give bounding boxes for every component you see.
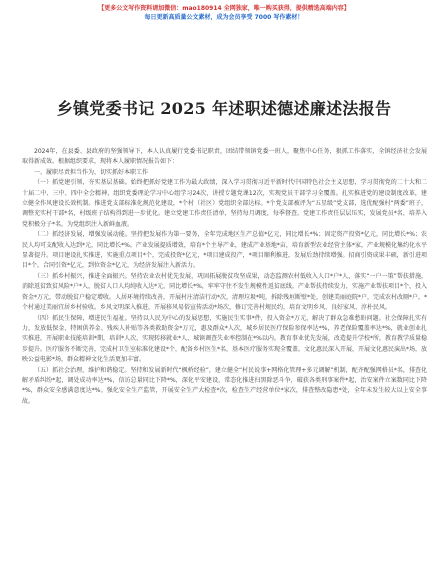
promo-line-1: 【更多公文写作资料请加微信：mao180914 全网独家，唯一购买获得，提供精选高端内容】 [98,5,350,12]
body-paragraph: （二）抓经济发展，增强发展动能。坚持把发展作为第一要务，全年完成地区生产总值*亿元，同比增长*%；固定资产投资*亿元，同比增长*%；农民人均可支配收入达到*元，同比增长*%。产业发展提质增效，培育*个主导产业，建成产业基地*亩，培育新型农业经营主体*家，产业规模化集约化水平显著提升。项目建设扎实推进，实施重点项目*个，完成投资*亿元，*项目建成投产，*项目顺利推进，发展后劲持续增强。招商引资成果丰硕，新引进项目*个，合同引资*亿元，到位资金*亿元，为经济发展注入新活力。 [22,231,427,270]
body-paragraph: （四）抓民生保障，增进民生福祉。坚持以人民为中心的发展思想，实施民生实事*件，投入资金*万元，解决了群众急难愁盼问题。社会保障扎实有力，发放低保金、特困供养金、残疾人补贴等各类救助资金*万元，惠及群众*人次，城乡居民医疗保险参保率达*%，养老保险覆盖率达*%，就业创业扎实推进，开展职业技能培训*期，培训*人次，实现转移就业*人，城镇调查失业率控制在*%以内。教育事业优先发展，改造提升学校*所，教育教学质量稳步提升。医疗服务不断完善，完成村卫生室标准化建设*个，配备乡村医生*名，基本医疗服务实现全覆盖。文化惠民深入开展，开展文化惠民演出*场，放映公益电影*场，群众精神文化生活更加丰富。 [22,314,427,364]
body-paragraph: （一）抓党建引领，夯实基层基础。始终把抓好党建工作为最大政绩，深入学习贯彻习近平新时代中国特色社会主义思想，学习贯彻党的二十大和二十届二中、三中、四中全会精神，组织党委理论学习中心组学习24次，讲授专题党课12次，实现党员干部学习全覆盖。扎实推进党的建设制度改革，建立健全作风建设长效机制。推进党支部标准化规范化建设，*个村（社区）党组织全部达标。*个党支部被评为“五星级”党支部，选优配强村“两委”班子，调整充实村干部*名，村级班子结构得到进一步优化。建立党建工作责任清单，坚持每月调度，每季督查，党建工作责任层层压实，发展党员*名，培养入党积极分子*名，为党组织注入新鲜血液。 [22,179,427,228]
promo-line-2: 每日更新高质量公文素材，成为会员享受 7000 写作素材！ [144,14,304,21]
intro-paragraph: 2024年，在县委、县政府的坚强领导下，本人认真履行党委书记职责，团结带领镇党委一班人，聚焦中心任务，狠抓工作落实，全镇经济社会发展取得新成效。根据组织要求，现将本人履职情况报告如下： [22,148,427,166]
section-heading: 一、履职尽责担当作为，切实抓好本职工作 [34,168,149,176]
body-paragraph: （三）抓乡村振兴，推进全面振兴。坚持农业农村优先发展，巩固拓展脱贫攻坚成果，动态监测农村低收入人口*户*人，落实“一户一策”帮扶措施，消除返贫致贫风险*户*人，脱贫人口人均纯收入达*元，同比增长*%，牢牢守住不发生规模性返贫底线。产业帮扶持续发力，实施产业帮扶项目*个，投入资金*万元，带动脱贫户稳定增收。人居环境持续改善，开展村庄清洁行动*次，清理垃圾*吨，拆除残垣断壁*处，创建美丽庭院*户，完成农村改厕*户，*个村通过美丽宜居乡村验收。乡风文明深入推进，开展移风易俗宣传活动*场次，修订完善村规民约，培育文明乡风、良好家风、淳朴民风。 [22,272,427,312]
promo-banner [0,4,448,22]
document-body [22,147,427,577]
document-title: 乡镇党委书记 2025 年述职述德述廉述法报告 [56,99,392,118]
body-paragraph: （五）抓社会治理，维护和谐稳定。坚持和发展新时代“枫桥经验”，建立健全“村民说事+网格化管理+多元调解”机制，配齐配强网格员*名，排查化解矛盾纠纷*起，调处成功率达*%，信访总量同比下降*%，深化平安建设，常态化推进扫黑除恶斗争，破获各类刑事案件*起，治安案件立案数同比下降*%，群众安全感满意度达*%。强化安全生产监管，开展安全生产大检查*次，检查生产经营单位*家次，排查整改隐患*处，全年未发生较大以上安全事故。 [22,366,427,405]
